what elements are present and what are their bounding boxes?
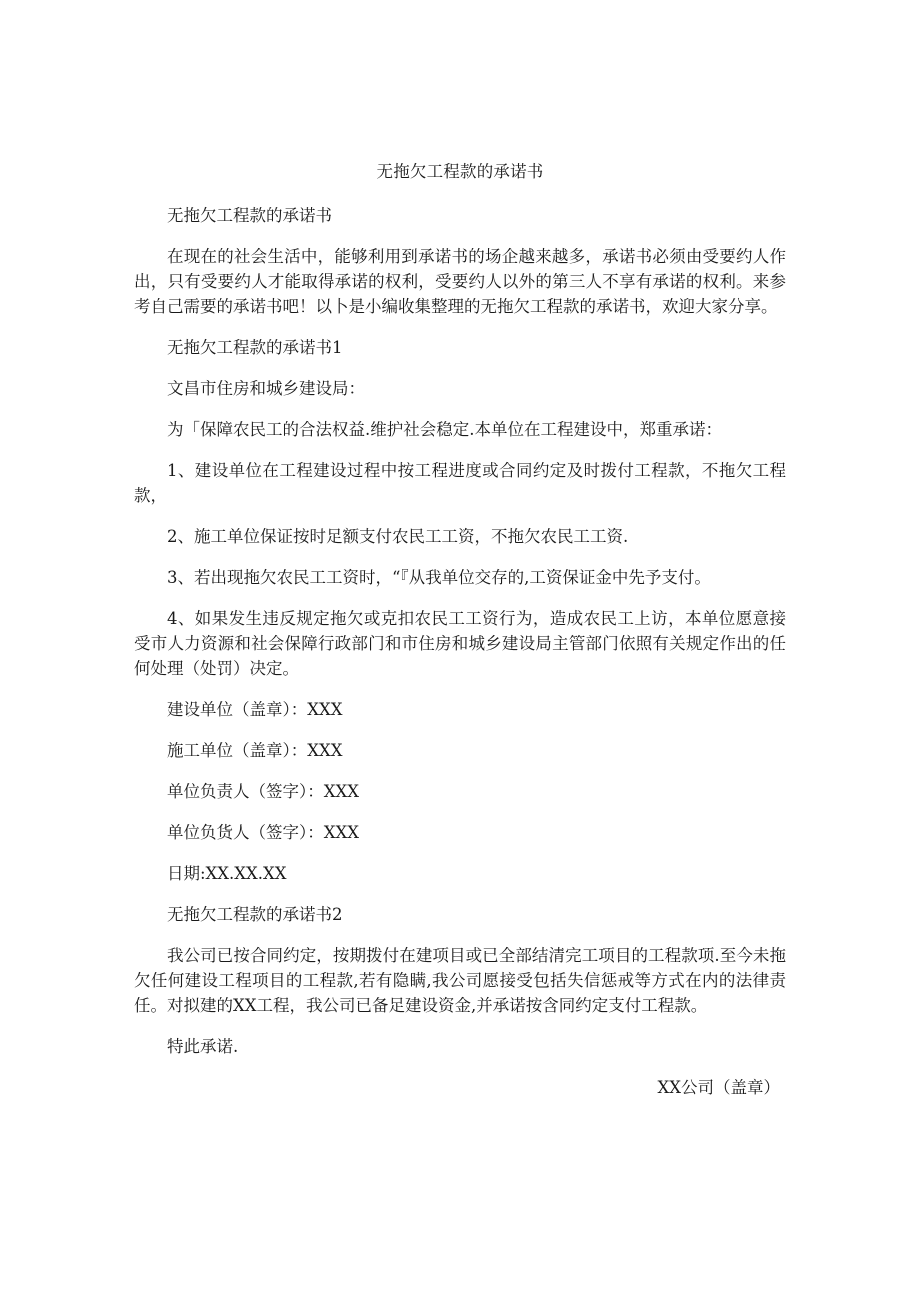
section-heading-2: 无拖欠工程款的承诺书2 — [167, 905, 343, 924]
company-commitment-paragraph: 我公司已按合同约定，按期拨付在建项目或已全部结清完工项目的工程款项.至今未拖欠任何建设工程项目的工程款,若有隐瞒,我公司愿接受包括失信惩戒等方式在内的法律责任。对拟建的XX工程，我公司已备足建设资金,并承诺按含同约定支付工程款。 — [134, 946, 786, 1015]
commitment-intro: 为「保障农民工的合法权益.维护社会稳定.本单位在工程建设中，郑重承诺： — [167, 420, 722, 439]
signature-responsible-person-2: 单位负货人（签字）：XXX — [167, 823, 359, 842]
company-seal-line: XX公司（盖章） — [657, 1078, 780, 1097]
commitment-item-2: 2、施工单位保证按时足额支付农民工工资，不拖欠农民工工资. — [167, 527, 629, 546]
section-heading-1: 无拖欠工程款的承诺书1 — [167, 338, 343, 357]
signature-responsible-person: 单位负责人（签字）：XXX — [167, 782, 359, 801]
document-title: 无拖欠工程款的承诺书 — [376, 162, 544, 181]
commitment-item-1: 1、建设单位在工程建设过程中按工程进度或合同约定及时拨付工程款，不拖欠工程款， — [134, 461, 786, 505]
date-line: 日期:XX.XX.XX — [167, 864, 287, 883]
document-body — [134, 203, 786, 1116]
commitment-item-4: 4、如果发生违反规定拖欠或克扣农民工工资行为，造成农民工上访，本单位愿意接受市人力资源和社会保障行政部门和市住房和城乡建设局主管部门依照有关规定作出的任何处理（处罚）决定。 — [134, 609, 786, 678]
section-heading: 无拖欠工程款的承诺书 — [167, 206, 332, 225]
commitment-item-3: 3、若出现拖欠农民工工资时，“『从我单位交存的,工资保证金中先予支付。 — [167, 568, 711, 587]
intro-paragraph: 在现在的社会生活中，能够利用到承诺书的场企越来越多，承诺书必须由受要约人作出，只有受要约人才能取得承诺的权利，受要约人以外的第三人不享有承诺的权利。来参考自己需要的承诺书吧！以卜是小编收集整理的无拖欠工程款的承诺书，欢迎大家分享。 — [134, 247, 786, 316]
signature-construction-unit: 建设单位（盖章）：XXX — [167, 700, 343, 719]
signature-builder-unit: 施工单位（盖章）：XXX — [167, 741, 343, 760]
closing-line: 特此承诺. — [167, 1037, 239, 1056]
recipient-line: 文昌市住房和城乡建设局： — [167, 379, 365, 398]
